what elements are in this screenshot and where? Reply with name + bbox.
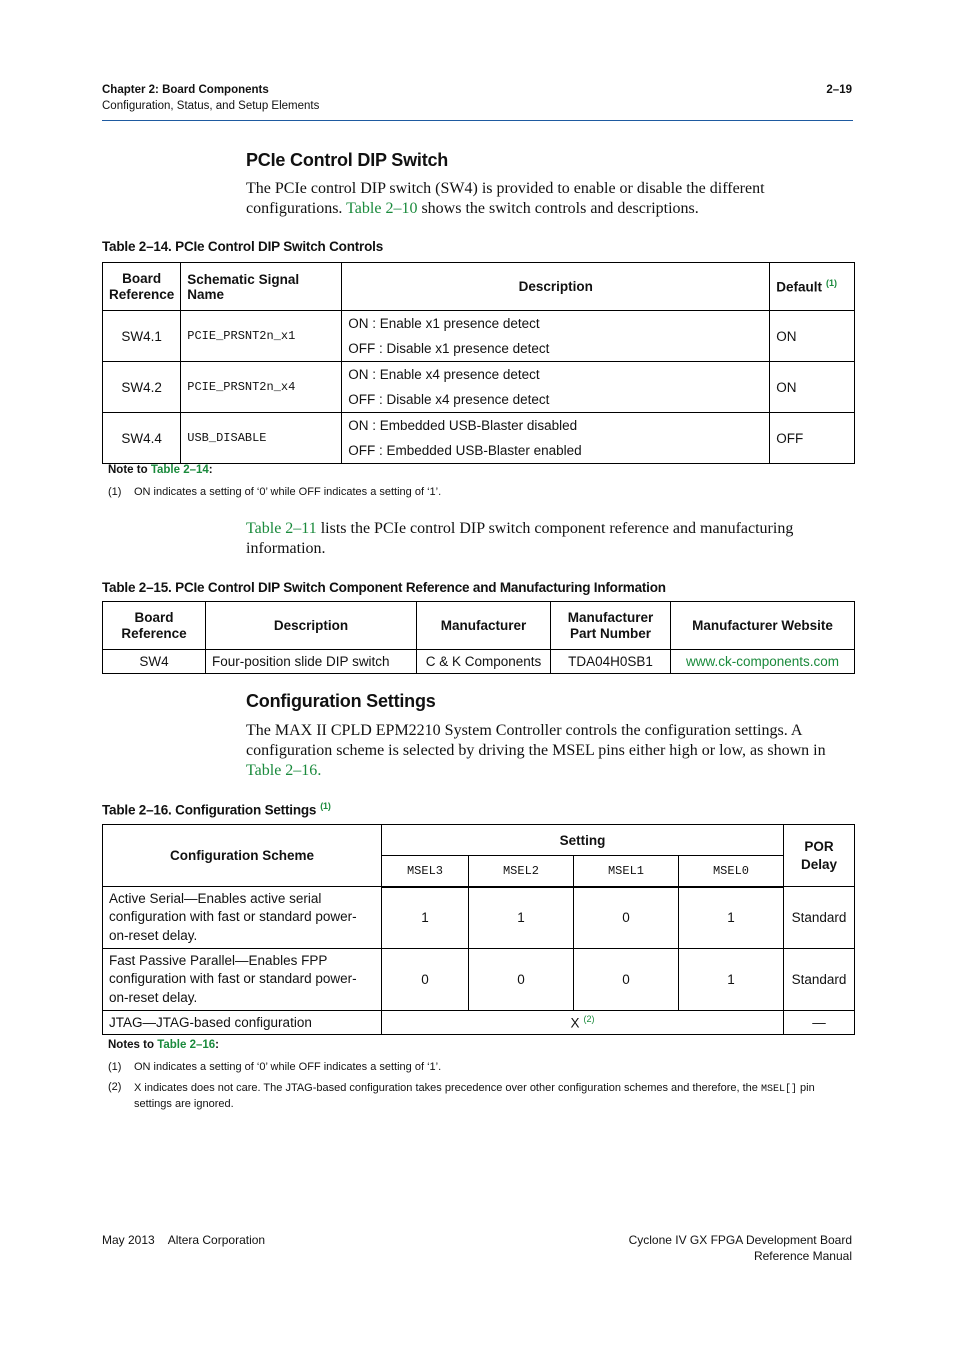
header-rule [102, 120, 853, 121]
board-ref-cell: SW4.1 [103, 311, 181, 362]
msel3-cell: 0 [382, 949, 469, 1011]
msel0-cell: 1 [679, 887, 784, 949]
header-website: Manufacturer Website [671, 602, 855, 650]
msel2-cell: 1 [469, 887, 574, 949]
chapter-title: Chapter 2: Board Components [102, 84, 269, 96]
config-intro-paragraph: The MAX II CPLD EPM2210 System Controller controls the configuration settings. A configuration scheme is selected by driving the MSEL pins either high or low, as shown in Table 2–16. [246, 722, 826, 779]
table-2-11-link[interactable]: Table 2–11 [246, 520, 317, 537]
header-default: Default $^{(1)}$ [770, 263, 855, 311]
header-manufacturer: Manufacturer [417, 602, 551, 650]
table-2-16-notes-link[interactable]: Table 2–16 [157, 1039, 216, 1051]
section-subtitle: Configuration, Status, and Setup Elements [102, 100, 320, 112]
header-configuration-scheme: Configuration Scheme [103, 825, 382, 887]
msel2-cell: 0 [469, 949, 574, 1011]
table-row [103, 362, 855, 413]
table-row [103, 887, 855, 949]
signal-cell: USB_DISABLE [181, 413, 342, 464]
scheme-cell: JTAG—JTAG-based configuration [103, 1011, 382, 1035]
table-row [103, 949, 855, 1011]
board-ref-cell: SW4.4 [103, 413, 181, 464]
description-cell: ON : Embedded USB-Blaster disabled OFF : Embedded USB-Blaster enabled [342, 413, 770, 464]
table-2-14-caption: Table 2–14. PCIe Control DIP Switch Controls [102, 239, 384, 254]
header-msel0: MSEL0 [679, 856, 784, 887]
jtag-note-ref[interactable]: (2) [583, 1014, 595, 1025]
description-cell: ON : Enable x1 presence detect OFF : Disable x1 presence detect [342, 311, 770, 362]
msel1-cell: 0 [574, 887, 679, 949]
pcie-intro-paragraph: The PCIe control DIP switch (SW4) is provided to enable or disable the different configurations. Table 2–10 shows the switch controls and descriptions. [246, 180, 765, 217]
table-2-16-note-1: (1) ON indicates a setting of ‘0’ while OFF indicates a setting of ‘1’. [108, 1061, 442, 1073]
header-por-delay: POR Delay [784, 825, 855, 887]
header-description: Description [342, 263, 770, 311]
table-row [103, 1011, 855, 1035]
table-2-14-note-heading: Note to Table 2–14: [108, 464, 213, 476]
table-2-16 [102, 824, 855, 1035]
footer-doc-subtitle: Reference Manual [753, 1249, 852, 1263]
board-ref-cell: SW4 [103, 650, 206, 674]
signal-cell: PCIE_PRSNT2n_x4 [181, 362, 342, 413]
header-msel2: MSEL2 [469, 856, 574, 887]
header-msel1: MSEL1 [574, 856, 679, 887]
config-section-heading: Configuration Settings [246, 691, 436, 711]
table-row [103, 413, 855, 464]
header-description: Description [206, 602, 417, 650]
header-board-reference: Board Reference [103, 602, 206, 650]
table-2-15-caption: Table 2–15. PCIe Control DIP Switch Component Reference and Manufacturing Information [102, 580, 666, 595]
footer-date-company: May 2013 Altera Corporation [102, 1233, 266, 1247]
page-number: 2–19 [826, 84, 852, 96]
default-cell: ON [770, 311, 855, 362]
part-number-cell: TDA04H0SB1 [551, 650, 671, 674]
table-2-16-caption: Table 2–16. Configuration Settings $^{(1)}$ [102, 801, 331, 818]
table-2-14-note-1: (1) ON indicates a setting of ‘0’ while OFF indicates a setting of ‘1’. [108, 486, 442, 498]
por-delay-cell: Standard [784, 887, 855, 949]
header-part-number: Manufacturer Part Number [551, 602, 671, 650]
setting-cell: X $^{(2)}$ [382, 1011, 784, 1035]
table-2-16-link[interactable]: Table 2–16 [246, 762, 318, 779]
board-ref-cell: SW4.2 [103, 362, 181, 413]
table-2-16-note-2: (2) X indicates does not care. The JTAG-based configuration takes precedence over other configuration schemes and therefore, the MSEL[] pin settings are ignored. [108, 1081, 815, 1110]
signal-cell: PCIE_PRSNT2n_x1 [181, 311, 342, 362]
header-board-reference: Board Reference [103, 263, 181, 311]
table-2-14-link[interactable]: Table 2–14 [150, 464, 209, 476]
table-2-14 [102, 262, 855, 464]
table-row [103, 311, 855, 362]
table-2-11-paragraph: Table 2–11 lists the PCIe control DIP switch component reference and manufacturing information. [246, 520, 794, 557]
msel3-cell: 1 [382, 887, 469, 949]
table-row [103, 650, 855, 674]
description-cell: ON : Enable x4 presence detect OFF : Disable x4 presence detect [342, 362, 770, 413]
header-setting: Setting [382, 825, 784, 856]
scheme-cell: Fast Passive Parallel—Enables FPP configuration with fast or standard power-on-reset delay. [103, 949, 382, 1011]
table-2-10-link[interactable]: Table 2–10 [346, 200, 418, 217]
header-signal-name: Schematic Signal Name [181, 263, 342, 311]
manufacturer-website-link[interactable]: www.ck-components.com [671, 650, 855, 674]
table-2-16-note-heading: Notes to Table 2–16: [108, 1039, 220, 1051]
scheme-cell: Active Serial—Enables active serial configuration with fast or standard power-on-reset delay. [103, 887, 382, 949]
por-delay-cell: Standard [784, 949, 855, 1011]
manufacturer-cell: C & K Components [417, 650, 551, 674]
caption-note-ref[interactable]: (1) [320, 801, 331, 811]
header-msel3: MSEL3 [382, 856, 469, 887]
default-note-ref[interactable]: (1) [826, 278, 838, 289]
msel0-cell: 1 [679, 949, 784, 1011]
default-cell: OFF [770, 413, 855, 464]
footer-doc-title: Cyclone IV GX FPGA Development Board [628, 1233, 852, 1247]
table-2-15 [102, 601, 855, 674]
por-delay-cell: — [784, 1011, 855, 1035]
description-cell: Four-position slide DIP switch [206, 650, 417, 674]
msel1-cell: 0 [574, 949, 679, 1011]
pcie-section-heading: PCIe Control DIP Switch [246, 150, 449, 170]
default-cell: ON [770, 362, 855, 413]
